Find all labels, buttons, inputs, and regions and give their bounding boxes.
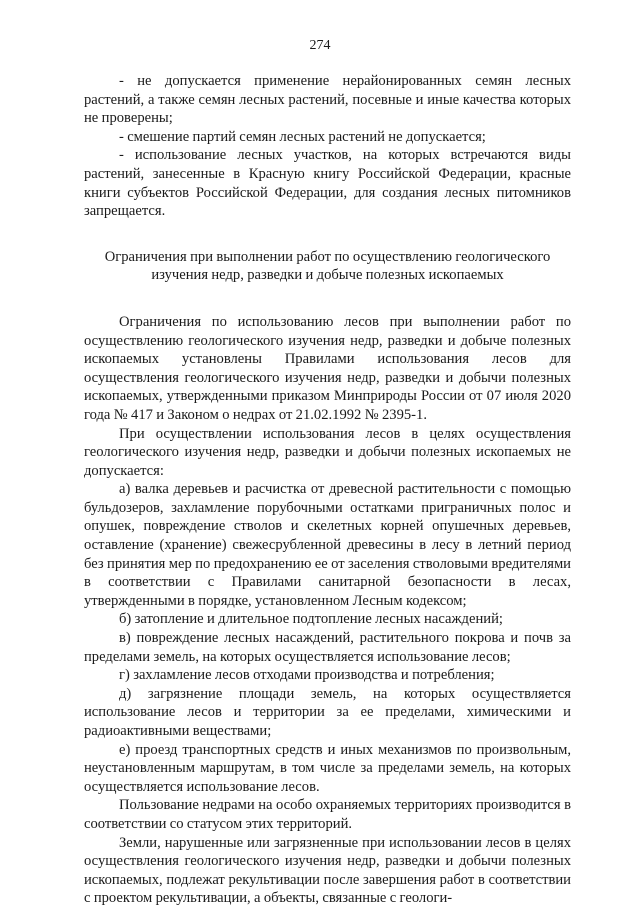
list-item-red-book: - использование лесных участков, на которых встречаются виды растений, занесенные в Красную книгу Российской Федерации, красные книги субъектов Российской Федерации, для создания лесных питомников запрещается. <box>84 147 571 220</box>
paragraph-restrictions-basis: Ограничения по использованию лесов при выполнении работ по осуществлению геологического изучения недр, разведки и добыче полезных ископаемых установлены Правилами использования лесов для осуществления геологического изучения недр, разведки и добычи полезных ископаемых, утвержденными приказом Минприроды России от 07 июля 2020 года № 417 и Законом о недрах от 21.02.1992 № 2395-1. <box>84 313 571 423</box>
section-heading-line-2: изучения недр, разведки и добыче полезных ископаемых <box>151 267 504 284</box>
list-item-v: в) повреждение лесных насаждений, растительного покрова и почв за пределами земель, на которых осуществляется использование лесов; <box>84 630 571 665</box>
paragraph-not-allowed-intro: При осуществлении использования лесов в целях осуществления геологического изучения недр, разведки и добычи полезных ископаемых не допускается: <box>84 425 571 479</box>
list-item-seeds: - не допускается применение нерайонированных семян лесных растений, а также семян лесных растений, посевные и иные качества которых не проверены; <box>84 73 571 127</box>
list-item-e: е) проезд транспортных средств и иных механизмов по произвольным, неустановленным маршрутам, в том числе за пределами земель, на которых осуществляется использование лесов. <box>84 741 571 795</box>
page-body <box>84 72 571 908</box>
section-heading <box>84 248 571 285</box>
list-item-a: а) валка деревьев и расчистка от древесной растительности с помощью бульдозеров, захламление порубочными остатками приграничных полос и опушек, повреждение стволов и скелетных корней опушечных деревьев, оставление (хранение) свежесрубленной древесины в лесу в летний период без принятия мер по предохранению ее от заселения стволовыми вредителями в соответствии с Правилами санитарной безопасности в лесах, утвержденными в порядке, установленном Лесным кодексом; <box>84 481 571 609</box>
section-heading-line-1: Ограничения при выполнении работ по осуществлению геологического <box>104 248 551 265</box>
list-item-b: б) затопление и длительное подтопление лесных насаждений; <box>119 611 503 628</box>
page-number: 274 <box>309 38 331 53</box>
list-item-d: д) загрязнение площади земель, на которых осуществляется использование лесов и территории за ее пределами, химическими и радиоактивными веществами; <box>84 685 571 739</box>
list-item-seed-mixing: - смешение партий семян лесных растений не допускается; <box>119 128 486 145</box>
list-item-g: г) захламление лесов отходами производства и потребления; <box>119 667 495 684</box>
paragraph-protected-areas: Пользование недрами на особо охраняемых территориях производится в соответствии со статусом этих территорий. <box>84 797 571 832</box>
paragraph-recultivation: Земли, нарушенные или загрязненные при использовании лесов в целях осуществления геологического изучения недр, разведки и добычи полезных ископаемых, подлежат рекультивации после завершения работ в соответствии с проектом рекультивации, а объекты, связанные с геологи- <box>84 834 571 907</box>
